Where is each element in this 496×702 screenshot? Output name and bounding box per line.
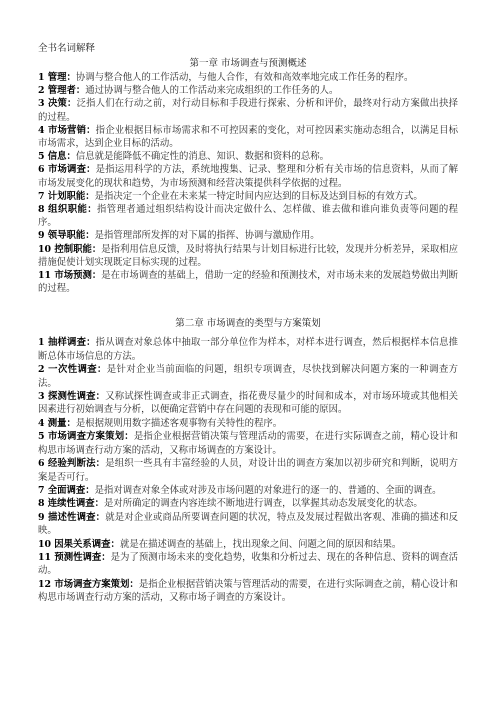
term-entry	[38, 538, 458, 551]
term-label: 9 领导职能：	[38, 230, 95, 242]
term-entry	[38, 269, 458, 295]
term-definition: 是指企业根据营销决策与管理活动的需要，在进行实际调查之前，精心设计和构思市场调查行动方案的活动，又称市场调查的方案设计。	[38, 431, 458, 456]
chapter-1-section	[38, 57, 458, 295]
term-entry	[38, 551, 458, 578]
term-label: 11 预测性调查：	[38, 551, 111, 563]
term-label: 2 管理者：	[38, 85, 86, 97]
term-entry	[38, 124, 458, 150]
chapter-1-title: 第一章 市场调查与预测概述	[189, 58, 307, 69]
term-entry	[38, 511, 458, 538]
term-entry	[38, 84, 458, 97]
term-definition: 是对所确定的调查内容连续不断地进行调查，以掌握其动态发展变化的状态。	[104, 498, 423, 510]
term-label: 4 市场营销：	[38, 124, 96, 136]
chapter-1-entries	[38, 71, 458, 295]
term-label: 5 信息：	[38, 151, 76, 163]
term-label: 8 组织职能：	[38, 204, 98, 216]
term-label: 6 市场调查：	[38, 164, 96, 176]
term-label: 1 抽样调查：	[38, 337, 96, 349]
term-definition: 是根据规则用数字描述客观事物有关特性的程序。	[75, 417, 283, 429]
term-entry	[38, 97, 458, 123]
term-entry	[38, 497, 458, 510]
chapter-2-title: 第二章 市场调查的类型与方案策划	[175, 318, 321, 330]
term-definition: 就是对企业或商品所要调查问题的状况，特点及发展过程做出客观、准确的描述和反映。	[38, 511, 458, 537]
term-definition: 协调与整合他人的工作活动，与他人合作，有效和高效率地完成工作任务的程序。	[75, 72, 414, 83]
term-label: 10 因果关系调查：	[38, 538, 120, 550]
term-label: 10 控制职能：	[38, 243, 102, 255]
term-entry	[38, 457, 458, 484]
term-definition: 又称试探性调查或非正式调查，指花费尽量少的时间和成本，对市场环境或其他相关因素进行初始调查与分析，以便确定营销中存在问题的表现和可能的原因。	[38, 391, 458, 416]
term-entry	[38, 430, 458, 457]
document-title: 全书名词解释	[38, 43, 96, 54]
term-definition: 是针对企业当前面临的问题，组织专项调查，尽快找到解决问题方案的一种调查方法。	[38, 364, 458, 389]
term-definition: 指从调查对象总体中抽取一部分单位作为样本，对样本进行调查，然后根据样本信息推断总体市场信息的方法。	[38, 337, 458, 362]
term-label: 2 一次性调查：	[38, 364, 107, 376]
term-label: 9 描述性调查：	[38, 511, 106, 523]
term-entry	[38, 578, 458, 605]
term-definition: 是指管理部所发挥的对下属的指挥、协调与激励作用。	[94, 230, 320, 242]
term-definition: 是为了预测市场未来的变化趋势，收集和分析过去、现在的各种信息、资料的调查活动。	[38, 551, 458, 577]
term-definition: 就是在描述调查的基础上，找出现象之间、问题之间的原因和结果。	[119, 538, 402, 550]
term-definition: 是指决定一个企业在未来某一特定时间内应达到的目标及达到目标的有效方式。	[94, 190, 423, 202]
term-definition: 是指企业根据营销决策与管理活动的需要，在进行实际调查之前，精心设计和构思市场调查行动方案的活动，又称市场子调查的方案设计。	[38, 578, 459, 604]
term-definition: 泛指人们在行动之前，对行动目标和手段进行探索、分析和评价，最终对行动方案做出抉择的过程。	[38, 98, 458, 123]
term-entry	[38, 243, 458, 269]
term-definition: 指管理者通过组织结构设计而决定做什么、怎样做、谁去做和谁向谁负责等问题的程序。	[38, 204, 458, 229]
term-label: 5 市场调查方案策划：	[38, 431, 134, 443]
term-entry	[38, 71, 458, 84]
term-entry	[38, 203, 458, 229]
term-entry	[38, 363, 458, 390]
term-entry	[38, 163, 458, 189]
term-definition: 指企业根据目标市场需求和不可控因素的变化，对可控因素实施动态组合，以满足目标市场需求，达到企业目标的活动。	[38, 124, 458, 150]
term-entry	[38, 190, 458, 203]
term-label: 4 测量：	[38, 417, 76, 429]
term-label: 7 计划职能：	[38, 190, 95, 202]
term-label: 11 市场预测：	[38, 270, 102, 282]
term-entry	[38, 150, 458, 163]
chapter-2-section	[38, 317, 458, 604]
term-label: 8 连续性调查：	[38, 498, 105, 510]
term-label: 7 全面调查：	[38, 484, 95, 496]
term-definition: 通过协调与整合他人的工作活动来完成组织的工作任务的人。	[85, 85, 339, 97]
term-definition: 是指对调查对象全体或对涉及市场问题的对象进行的逐一的、普通的、全面的调查。	[94, 484, 442, 496]
term-entry	[38, 390, 458, 417]
term-definition: 是在市场调查的基础上，借助一定的经验和预测技术，对市场未来的发展趋势做出判断的过程。	[38, 270, 458, 295]
term-definition: 是指利用信息反馈，及时将执行结果与计划目标进行比较，发现并分析差异，采取相应措施促使计划实现既定目标实现的过程。	[38, 243, 458, 268]
term-entry	[38, 484, 458, 497]
term-entry	[38, 336, 458, 363]
term-definition: 是组织一些具有丰富经验的人员，对设计出的调查方案加以初步研究和判断，说明方案是否可行。	[38, 458, 458, 483]
term-entry	[38, 229, 458, 242]
chapter-2-entries	[38, 336, 458, 604]
term-definition: 信息就是能降低不确定性的消息、知识、数据和资料的总称。	[75, 151, 330, 163]
term-label: 1 管理：	[38, 72, 76, 83]
term-label: 3 决策：	[38, 98, 77, 110]
term-entry	[38, 417, 458, 430]
term-definition: 是指运用科学的方法，系统地搜集、记录、整理和分析有关市场的信息资料，从而了解市场发展变化的现状和趋势，为市场预测和经营决策提供科学依据的过程。	[38, 164, 458, 189]
term-label: 12 市场调查方案策划：	[38, 578, 139, 590]
term-label: 3 探测性调查：	[38, 391, 106, 403]
term-label: 6 经验判断法：	[38, 458, 106, 470]
